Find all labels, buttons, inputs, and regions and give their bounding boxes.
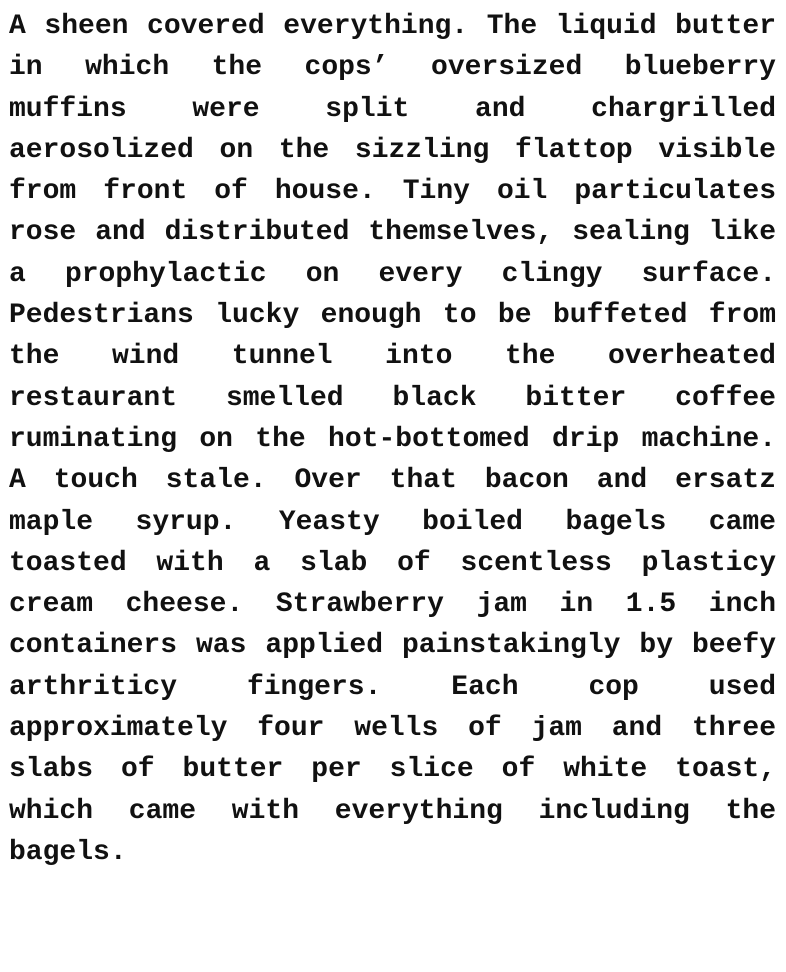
body-paragraph: A sheen covered everything. The liquid butter in which the cops’ oversized blueberry muffins were split and chargrilled aerosolized on the sizzling flattop visible from front of house. Tiny oil particulates rose and distributed themselves, sealing like a prophylactic on every clingy surface. Pedestrians lucky enough to be buffeted from the wind tunnel into the overheated restaurant smelled black bitter coffee ruminating on the hot-bottomed drip machine. A touch stale. Over that bacon and ersatz maple syrup. Yeasty boiled bagels came toasted with a slab of scentless plasticy cream cheese. Strawberry jam in 1.5 inch containers was applied painstakingly by beefy arthriticy fingers. Each cop used approximately four wells of jam and three slabs of butter per slice of white toast, which came with everything including the bagels. — [9, 11, 776, 868]
